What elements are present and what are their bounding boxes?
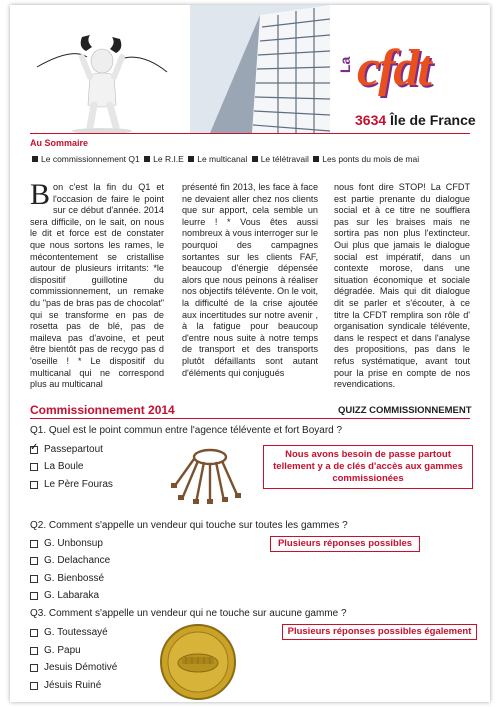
checkbox-icon[interactable] <box>30 664 38 672</box>
bullet-icon <box>252 156 258 162</box>
checkbox-icon[interactable] <box>30 647 38 655</box>
checkbox-icon[interactable] <box>30 629 38 637</box>
checkbox-icon[interactable] <box>30 481 38 489</box>
bullet-icon <box>188 156 194 162</box>
region-label <box>355 112 476 128</box>
region-number: 3634 <box>355 112 387 128</box>
logo-la-text: La <box>337 56 353 73</box>
option-label: Le Père Fouras <box>44 479 113 490</box>
region-name: Île de France <box>390 112 476 128</box>
option-label: G. Papu <box>44 645 81 656</box>
question-2: Q2. Comment s'appelle un vendeur qui touche sur toutes les gammes ? <box>30 520 348 531</box>
q2-option[interactable] <box>30 590 99 601</box>
sommaire-title: Au Sommaire <box>30 138 89 148</box>
q2-option[interactable] <box>30 538 103 549</box>
sommaire-item: Le multicanal <box>197 154 248 164</box>
column-text: on c'est la fin du Q1 et l'occasion de faire le point sur ce début d'année. 2014 sera difficile, on le sait, on nous le dit et force est de constater que nous sortons les rames, le mécontentement se cristallise autour de plusieurs irritants: *le dispositif guillotine du commissionnement, un remake du "pas de bras pas de chocolat" qui se transforme en pas de rosetta pas de blé, pas de maileva pas d'avoine, et peut être bientôt pas de recygo pas d 'oseille ! * Le dispositif du multicanal qui ne correspond plus au multicanal <box>30 182 164 390</box>
gold-coin-medal <box>158 623 238 701</box>
building-photo <box>190 5 330 133</box>
option-label: Jesuis Démotivé <box>44 662 118 673</box>
q2-option[interactable] <box>30 573 104 584</box>
checkbox-checked-icon[interactable] <box>30 446 38 454</box>
option-label: G. Unbonsup <box>44 538 103 549</box>
sommaire-item: Le télétravail <box>260 154 309 164</box>
logo-cfdt-text: cfdt <box>357 40 430 97</box>
bullet-icon <box>313 156 319 162</box>
q1-option[interactable] <box>30 479 113 490</box>
sommaire-list <box>30 154 419 164</box>
option-label: G. Bienbossé <box>44 573 105 584</box>
option-label: G. Delachance <box>44 555 111 566</box>
sommaire-item: Le commissionnement Q1 <box>41 154 140 164</box>
question-3: Q3. Comment s'appelle un vendeur qui ne touche sur aucune gamme ? <box>30 608 347 619</box>
sommaire-item: Les ponts du mois de mai <box>322 154 420 164</box>
q2-option[interactable] <box>30 555 110 566</box>
cfdt-logo <box>335 40 485 113</box>
answer-box-q3: Plusieurs réponses possibles également <box>282 624 477 640</box>
answer-box-q1: Nous avons besoin de passe partout tellement y a de clés d'accès aux gammes commissionées <box>263 445 473 489</box>
section-title: Commissionnement 2014 <box>30 403 175 417</box>
bullet-icon <box>32 156 38 162</box>
checkbox-icon[interactable] <box>30 540 38 548</box>
article-body <box>30 178 470 398</box>
drop-cap: B <box>30 178 51 211</box>
option-label: La Boule <box>44 461 84 472</box>
q1-option[interactable] <box>30 461 83 472</box>
checkbox-icon[interactable] <box>30 463 38 471</box>
divider <box>30 133 470 134</box>
answer-box-q2: Plusieurs réponses possibles <box>270 536 420 552</box>
q3-option[interactable] <box>30 627 108 638</box>
checkbox-icon[interactable] <box>30 575 38 583</box>
option-label: Passepartout <box>44 444 103 455</box>
option-label: Jésuis Ruiné <box>44 680 102 691</box>
q1-option[interactable] <box>30 444 103 455</box>
newsletter-page <box>10 5 490 702</box>
checkbox-icon[interactable] <box>30 592 38 600</box>
option-label: G. Toutessayé <box>44 627 108 638</box>
article-column-1 <box>30 178 164 391</box>
quiz-label: QUIZZ COMMISSIONNEMENT <box>338 405 472 416</box>
bullet-icon <box>144 156 150 162</box>
keys-illustration <box>170 447 250 507</box>
header <box>10 5 490 133</box>
question-1: Q1. Quel est le point commun entre l'agence télévente et fort Boyard ? <box>30 425 343 436</box>
checkbox-icon[interactable] <box>30 682 38 690</box>
q3-option[interactable] <box>30 680 101 691</box>
divider <box>30 418 470 419</box>
checkbox-icon[interactable] <box>30 557 38 565</box>
article-column-3: nous font dire STOP! La CFDT est partie prenante du dialogue social et à ce titre ne soufflera pas sur les braises mais ne sortira pas non plus l'extincteur. Oui plus que jamais le dialogue social est impératif, dans un contexte morose, dans une situation économique et sociale dégradée. Mais qui dit dialogue dit se parler et s'écouter, à ce titre la CFDT remplira son rôle d' organisation syndicale télévente, dans le respect et dans l'analyse des propositions, pas dans le refus systématique, avant tout pour la prise en compte de nos revendications. <box>334 182 470 390</box>
article-column-2: présenté fin 2013, les face à face ne devaient aller chez nos clients que sur apport, cela semble un leurre ! * Vous êtes aussi nombreux à vous interroger sur le pourquoi des campagnes sortantes sur les clients FAF, beaucoup d'énergie dépensée alors que nous peinons à réaliser nos objectifs télévente. On le voit, la difficulté de la crise ajoutée aux incertitudes sur notre avenir , à la fatigue pour beaucoup d'entre nous suite à notre temps de transport et des transports plutôt défaillants sont autant d'éléments qui conjugués <box>182 182 318 378</box>
q3-option[interactable] <box>30 662 117 673</box>
sommaire-item: Le R.I.E <box>153 154 184 164</box>
q3-option[interactable] <box>30 645 81 656</box>
option-label: G. Labaraka <box>44 590 100 601</box>
phone-man-illustration <box>32 27 172 137</box>
